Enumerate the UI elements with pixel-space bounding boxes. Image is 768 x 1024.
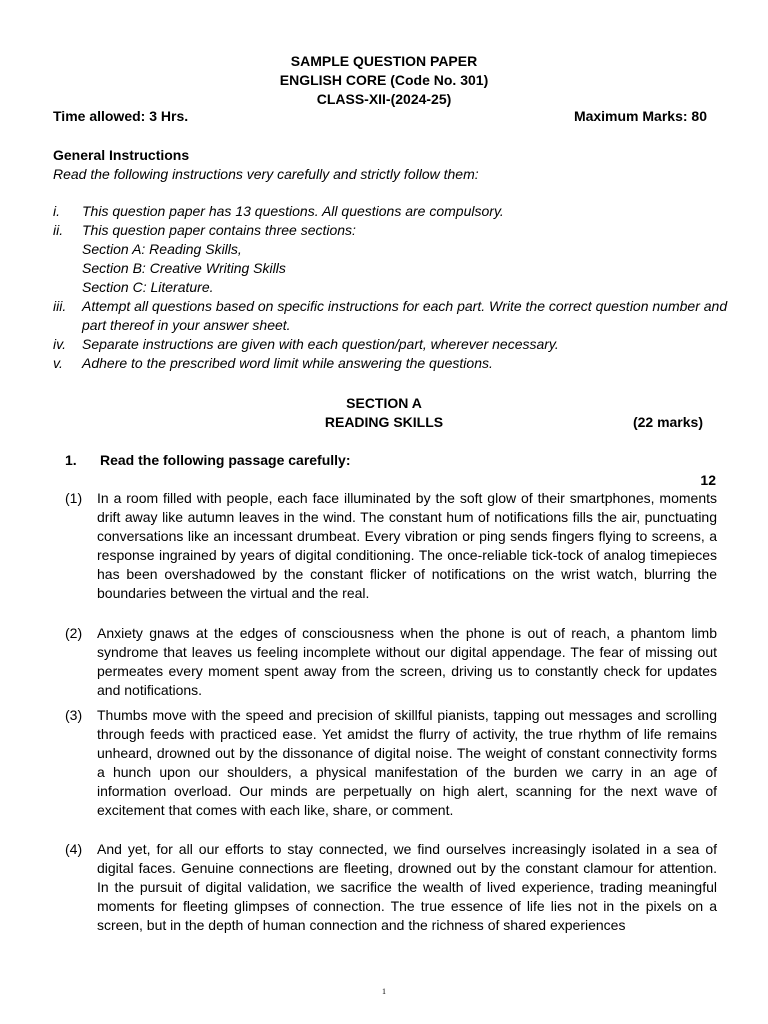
question-1-marks: 12 (700, 472, 716, 488)
passage-paragraph (65, 624, 717, 700)
section-list-item: Section C: Literature. (82, 279, 214, 295)
instruction-item (53, 297, 733, 335)
instruction-item (53, 335, 733, 354)
paragraph-number: (2) (65, 625, 83, 641)
question-number: 1. (65, 452, 77, 468)
instruction-item (53, 221, 733, 240)
passage-paragraph (65, 706, 717, 820)
passage-paragraph (65, 840, 717, 935)
instruction-list (53, 202, 733, 373)
section-list-item: Section B: Creative Writing Skills (82, 260, 286, 276)
class-year: CLASS-XII-(2024-25) (316, 91, 452, 107)
general-instructions-intro: Read the following instructions very carefully and strictly follow them: (53, 166, 479, 182)
instruction-text: This question paper contains three sections: (82, 222, 356, 238)
passage-paragraph (65, 489, 717, 603)
maximum-marks: Maximum Marks: 80 (573, 108, 707, 124)
time-allowed: Time allowed: 3 Hrs. (53, 108, 189, 124)
instruction-text: This question paper has 13 questions. All questions are compulsory. (82, 203, 504, 219)
question-prompt: Read the following passage carefully: (100, 452, 351, 468)
section-a-title: SECTION A (346, 395, 422, 411)
paragraph-text: Thumbs move with the speed and precision of skillful pianists, tapping out messages and scrolling through feeds with practiced ease. Yet amidst the flurry of activity, the true rhythm of life remains unheard, drowned out by the dissonance of digital noise. The weight of constant connectivity forms a hunch upon our shoulders, a physical manifestation of the burden we carry in an age of information overload. Our minds are perpetually on high alert, scanning for the next wave of excitement that comes with each like, share, or comment. (97, 707, 717, 818)
subject-code: ENGLISH CORE (Code No. 301) (279, 72, 489, 88)
paragraph-text: In a room filled with people, each face illuminated by the soft glow of their smartphones, moments drift away like autumn leaves in the wind. The constant hum of notifications fills the air, punctuating conversations like an incessant drumbeat. Every vibration or ping sends fingers flying to screens, a response ingrained by years of digital conditioning. The once-reliable tick-tock of analog timepieces has been overshadowed by the constant flicker of notifications on the wrist watch, blurring the boundaries between the virtual and the real. (97, 490, 717, 601)
general-instructions-title: General Instructions (53, 147, 190, 163)
section-list-item: Section A: Reading Skills, (82, 241, 242, 257)
instruction-number: iv. (53, 336, 66, 352)
section-a-marks: (22 marks) (632, 414, 703, 430)
instruction-number: v. (53, 355, 63, 371)
instruction-number: ii. (53, 222, 64, 238)
instruction-number: iii. (53, 298, 67, 314)
instruction-text: Attempt all questions based on specific instructions for each part. Write the correct question number and part thereof in your answer sheet. (82, 298, 728, 333)
page-number: 1 (382, 987, 386, 996)
paragraph-text: And yet, for all our efforts to stay connected, we find ourselves increasingly isolated in a sea of digital faces. Genuine connections are fleeting, drowned out by the constant clamour for attention. In the pursuit of digital validation, we sacrifice the wealth of lived experience, trading meaningful moments for fleeting glimpses of connection. The true essence of life lies not in the pixels on a screen, but in the depth of human connection and the richness of shared experiences (97, 841, 717, 933)
instruction-item (53, 202, 733, 221)
paragraph-number: (3) (65, 707, 83, 723)
instruction-number: i. (53, 203, 60, 219)
question-1-heading (65, 451, 351, 470)
section-a-subtitle: READING SKILLS (324, 414, 444, 430)
paragraph-text: Anxiety gnaws at the edges of consciousness when the phone is out of reach, a phantom limb syndrome that leaves us feeling incomplete without our digital appendage. The fear of missing out permeates every moment spent away from the screen, driving us to constantly check for updates and notifications. (97, 625, 717, 698)
paragraph-number: (4) (65, 841, 83, 857)
instruction-text: Separate instructions are given with each question/part, wherever necessary. (82, 336, 559, 352)
paper-title: SAMPLE QUESTION PAPER (290, 53, 478, 69)
instruction-text: Adhere to the prescribed word limit while answering the questions. (82, 355, 493, 371)
paragraph-number: (1) (65, 490, 83, 506)
instruction-item (53, 354, 733, 373)
